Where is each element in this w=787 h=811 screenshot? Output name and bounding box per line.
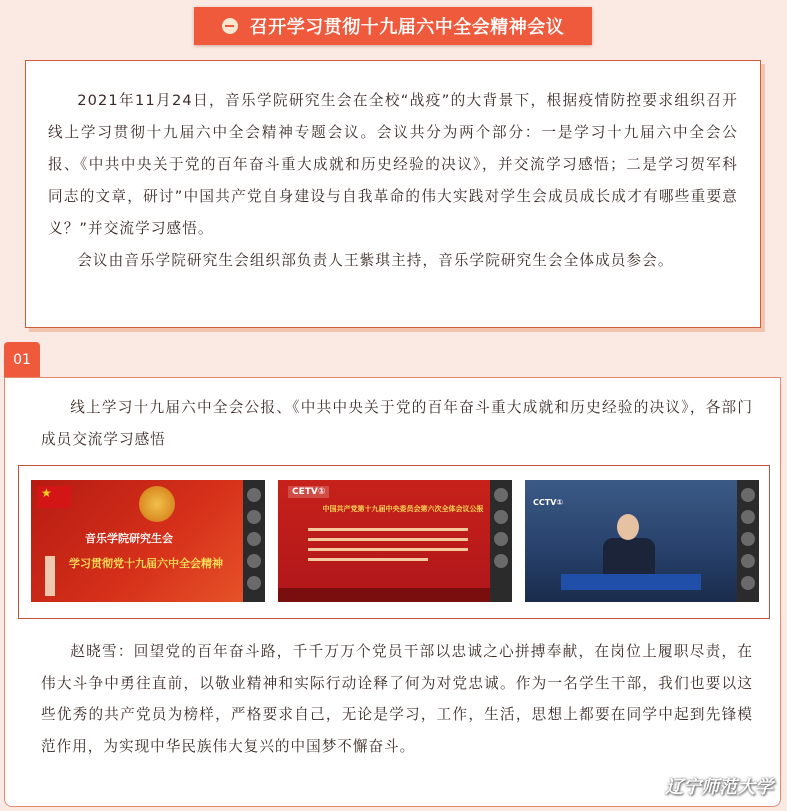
minus-circle-icon: [222, 18, 238, 34]
lower-third-caption-bar: [561, 574, 701, 590]
member-reflection-quote: 赵晓雪：回望党的百年奋斗路，千千万万个党员干部以忠诚之心拼搏奉献，在岗位上履职尽责，在伟大斗争中勇往直前，以敬业精神和实际行动诠释了何为对党忠诚。作为一名学生干部，我们也要以这些优秀的共产党员为榜样，严格要求自己，无论是学习，工作，生活，思想上都要在同学中起到先锋模范作用，为实现中华民族伟大复兴的中国梦不懈奋斗。: [41, 643, 753, 755]
participant-thumbnail: [247, 510, 261, 524]
intro-paragraph-1: 2021年11月24日，音乐学院研究生会在全校“战疫”的大背景下，根据疫情防控要求组织召开线上学习贯彻十九届六中全会精神专题会议。会议共分为两个部分：一是学习十九届六中全会公报、《中共中央关于党的百年奋斗重大成就和历史经验的决议》，并交流学习感悟；二是学习贺军科同志的文章，研讨”中国共产党自身建设与自我革命的伟大实践对学生会成员成长成才有哪些重要意义？”并交流学习感悟。: [48, 92, 738, 237]
university-watermark: 辽宁师范大学: [665, 777, 773, 798]
photo-title-line2: 学习贯彻党十九届六中全会精神: [69, 557, 223, 570]
anchor-head: [617, 514, 639, 540]
party-emblem-icon: [139, 486, 175, 522]
tv-logo: CETV①: [288, 486, 329, 498]
participant-thumbnail: [494, 510, 508, 524]
flag-icon: [37, 486, 71, 508]
participant-thumbnail: [247, 532, 261, 546]
tv-logo: CCTV①: [533, 498, 564, 507]
participant-thumbnail: [247, 488, 261, 502]
section-caption: 线上学习十九届六中全会公报、《中共中央关于党的百年奋斗重大成就和历史经验的决议》，各部门成员交流学习感悟: [41, 399, 753, 448]
meeting-screenshot-photo: [31, 480, 265, 602]
news-anchor-photo: [525, 480, 759, 602]
page-title: 召开学习贯彻十九届六中全会精神会议: [249, 17, 565, 38]
text-line: [308, 548, 468, 551]
monument-icon: [45, 556, 55, 596]
participant-thumbnail: [494, 554, 508, 568]
participant-thumbnail: [741, 576, 755, 590]
text-line: [308, 528, 468, 531]
broadcast-bulletin-photo: [278, 480, 512, 602]
participant-thumbnail: [741, 510, 755, 524]
photo-title-line1: 音乐学院研究生会: [85, 532, 173, 545]
section-number-badge: 01: [4, 342, 40, 378]
photo-strip: [18, 465, 770, 619]
bulletin-headline: 中国共产党第十九届中央委员会第六次全体会议公报: [322, 505, 484, 513]
text-line: [308, 538, 468, 541]
participant-thumbnail: [741, 554, 755, 568]
participant-panel: [737, 480, 759, 602]
participant-thumbnail: [247, 576, 261, 590]
intro-paragraph-2: 会议由音乐学院研究生会组织部负责人王紫琪主持，音乐学院研究生会全体成员参会。: [77, 252, 674, 269]
participant-thumbnail: [741, 488, 755, 502]
participant-thumbnail: [247, 554, 261, 568]
participant-panel: [490, 480, 512, 602]
text-line: [308, 558, 428, 561]
intro-box: [25, 60, 761, 328]
news-ticker-bar: [278, 588, 512, 602]
participant-thumbnail: [741, 532, 755, 546]
participant-panel: [243, 480, 265, 602]
participant-thumbnail: [494, 488, 508, 502]
section-box: [4, 377, 781, 807]
title-banner: [194, 7, 592, 45]
participant-thumbnail: [494, 532, 508, 546]
